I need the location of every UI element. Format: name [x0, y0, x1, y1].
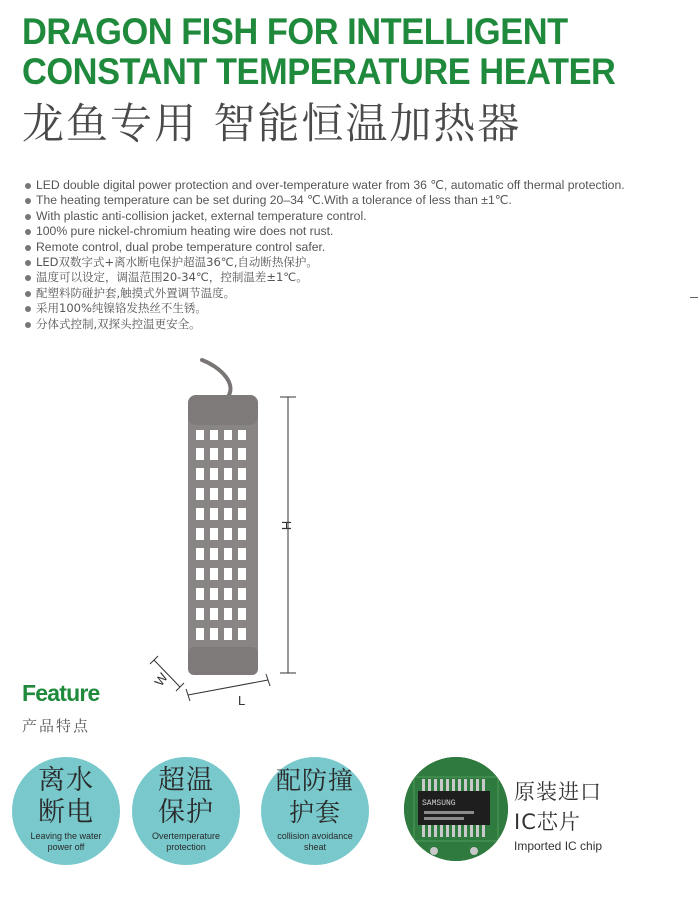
bullet-item: The heating temperature can be set during 20–34 ℃.With a tolerance of less than ±1℃. [24, 193, 625, 208]
title-english-line2: CONSTANT TEMPERATURE HEATER [22, 51, 616, 92]
bullet-item: 温度可以设定，调温范围20-34℃，控制温差±1℃。 [24, 270, 625, 285]
feature-overtemp-protection [132, 757, 240, 865]
feature-en-line1: Leaving the water [30, 831, 102, 841]
bullet-item: 分体式控制,双探头控温更安全。 [24, 317, 625, 332]
title-english [22, 12, 615, 92]
bullet-item: 采用100%纯镍铬发热丝不生锈。 [24, 301, 625, 316]
feature-en-line2: protection [166, 842, 206, 852]
feature-cn-line1: 配防撞 [275, 766, 354, 795]
width-dimension-label: W [151, 670, 171, 689]
height-dimension-label: H [279, 520, 295, 531]
bullet-item: LED双数字式+离水断电保护超温36℃,自动断热保护。 [24, 255, 625, 270]
edge-mark [690, 297, 698, 298]
feature-en-line2: sheat [303, 842, 327, 852]
feature-cn-line2: 保护 [158, 797, 214, 828]
title-chinese: 龙鱼专用 智能恒温加热器 [22, 99, 522, 148]
feature-subheading: 产品特点 [22, 717, 91, 735]
feature-bullet-list [24, 178, 625, 332]
length-dimension-label: L [238, 693, 246, 708]
feature-en-line2: power off [47, 842, 85, 852]
feature-heading: Feature [22, 680, 100, 706]
feature-en-line1: Overtemperature [151, 831, 221, 841]
feature-collision-sheath [261, 757, 369, 865]
bullet-item: Remote control, dual probe temperature control safer. [24, 240, 625, 255]
bullet-item: LED double digital power protection and over-temperature water from 36 ℃, automatic off thermal protection. [24, 178, 625, 193]
chip-caption-chinese [514, 777, 602, 837]
feature-cn-line2: 护套 [288, 798, 341, 827]
feature-en-line1: collision avoidance [277, 831, 353, 841]
feature-water-cutoff [12, 757, 120, 865]
feature-cn-line1: 离水 [38, 765, 94, 796]
feature-cn-line1: 超温 [158, 765, 214, 796]
bullet-item: With plastic anti-collision jacket, external temperature control. [24, 209, 625, 224]
chip-cn-line2: IC芯片 [514, 810, 581, 834]
bullet-item: 100% pure nickel-chromium heating wire does not rust. [24, 224, 625, 239]
feature-cn-line2: 断电 [38, 797, 94, 828]
ic-chip-graphic [404, 757, 508, 861]
ic-chip-marking: SAMSUNG [422, 799, 456, 808]
chip-cn-line1: 原装进口 [514, 780, 602, 804]
chip-caption-english: Imported IC chip [514, 839, 603, 853]
bullet-item: 配塑料防碰护套,触摸式外置调节温度。 [24, 286, 625, 301]
heater-illustration [140, 355, 310, 715]
ic-chip-photo [404, 757, 508, 861]
title-english-line1: DRAGON FISH FOR INTELLIGENT [22, 11, 568, 52]
